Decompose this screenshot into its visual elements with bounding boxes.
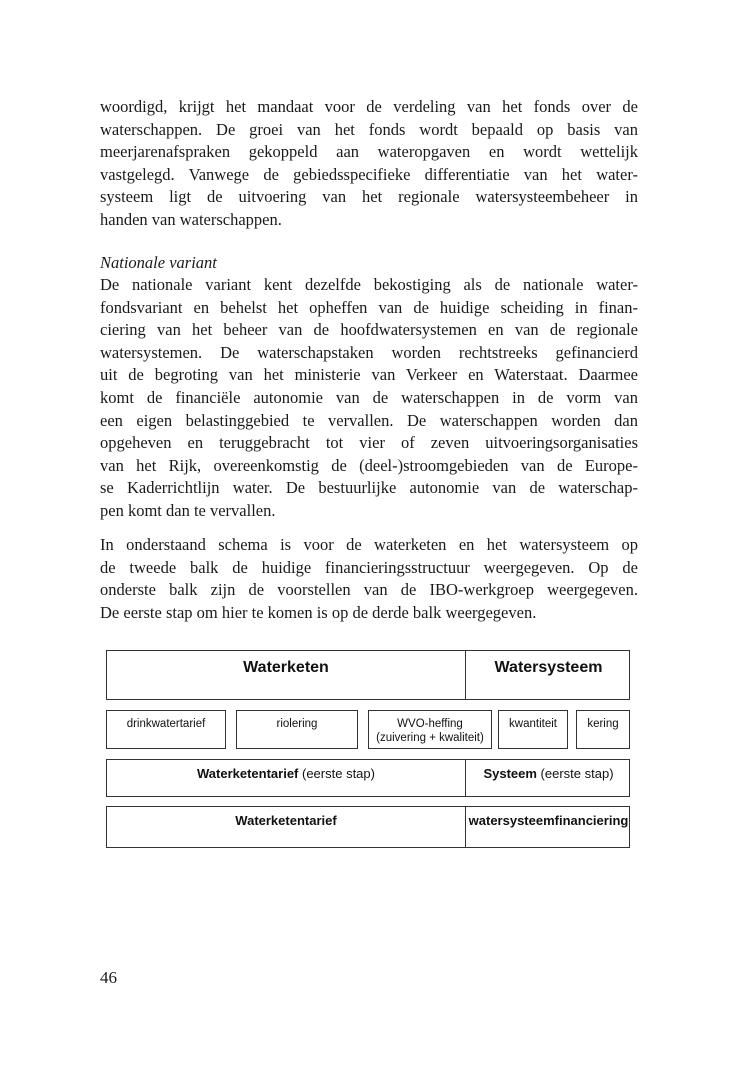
text-line: opgeheven en teruggebracht tot vier of zeven uitvoeringsorganisaties [100,433,638,453]
text-line: systeem ligt de uitvoering van het regionale watersysteembeheer in [100,187,638,207]
watersysteemfinanciering-final: watersysteemfinanciering [468,813,629,828]
text-line: waterschappen. De groei van het fonds wordt bepaald op basis van [100,119,638,139]
text-line: vastgelegd. Vanwege de gebiedsspecifieke differentiatie van het water- [100,164,638,184]
text-line: fondsvariant en behelst het opheffen van de huidige scheiding in finan- [100,297,638,317]
text-line: In onderstaand schema is voor de waterketen en het watersysteem op [100,535,638,554]
drinkwatertarief-box [106,710,226,749]
waterketentarief-final: Waterketentarief [235,813,337,828]
text-line: ciering van het beheer van de hoofdwatersystemen en van de regionale [100,320,638,340]
paragraph-2 [100,274,638,523]
waterketentarief-suffix: (eerste stap) [298,766,375,781]
kering-label: kering [587,718,619,730]
text-line: watersystemen. De waterschapstaken worden rechtstreeks gefinancierd [100,342,638,362]
riolering-label: riolering [276,718,318,730]
page-number: 46 [100,968,117,987]
paragraph-3 [100,534,638,624]
text-line: meerjarenafspraken gekoppeld aan wateropgaven en wordt wettelijk [100,142,638,162]
systeem-first-step [466,760,631,796]
text-line: de tweede balk de huidige financieringsstructuur weergegeven. Op de [100,557,638,577]
systeem-bold: Systeem [483,766,537,781]
text-line: komt de financiële autonomie van de waterschappen in de vorm van [100,387,638,407]
riolering-box [236,710,358,749]
kwantiteit-label: kwantiteit [509,718,557,730]
text-line: se Kaderrichtlijn water. De bestuurlijke autonomie van de waterschap- [100,478,638,498]
row-first-step [106,759,630,797]
text-line: pen komt dan te vervallen. [100,500,276,520]
row-ibo-proposal [106,806,630,848]
text-line: woordigd, krijgt het mandaat voor de verdeling van het fonds over de [100,97,638,116]
text-line: uit de begroting van het ministerie van Verkeer en Waterstaat. Daarmee [100,365,638,385]
wvo-heffing-box [368,710,492,749]
waterketen-header: Waterketen [243,659,329,676]
drinkwatertarief-label: drinkwatertarief [126,718,206,730]
text-line: De nationale variant kent dezelfde bekostiging als de nationale water- [100,275,638,294]
paragraph-1 [100,96,638,232]
section-heading: Nationale variant [100,253,217,272]
row-current-domains [106,650,630,700]
systeem-suffix: (eerste stap) [536,766,614,781]
text-line: onderste balk zijn de voorstellen van de IBO-werkgroep weergegeven. [100,580,638,600]
text-line: van het Rijk, overeenkomstig de (deel-)stroomgebieden van de Europe- [100,455,638,475]
text-line: een eigen belastinggebied te vervallen. De waterschappen worden dan [100,410,638,430]
waterketentarief-bold: Waterketentarief [197,766,299,781]
wvo-heffing-sublabel: (zuivering + kwaliteit) [376,732,484,744]
waterketentarief-first-step [107,760,465,796]
text-line: handen van waterschappen. [100,209,282,229]
watersysteem-header: Watersysteem [494,659,603,676]
kwantiteit-box [498,710,568,749]
text-line: De eerste stap om hier te komen is op de derde balk weergegeven. [100,602,537,622]
kering-box [576,710,630,749]
wvo-heffing-label: WVO-heffing [397,718,463,730]
